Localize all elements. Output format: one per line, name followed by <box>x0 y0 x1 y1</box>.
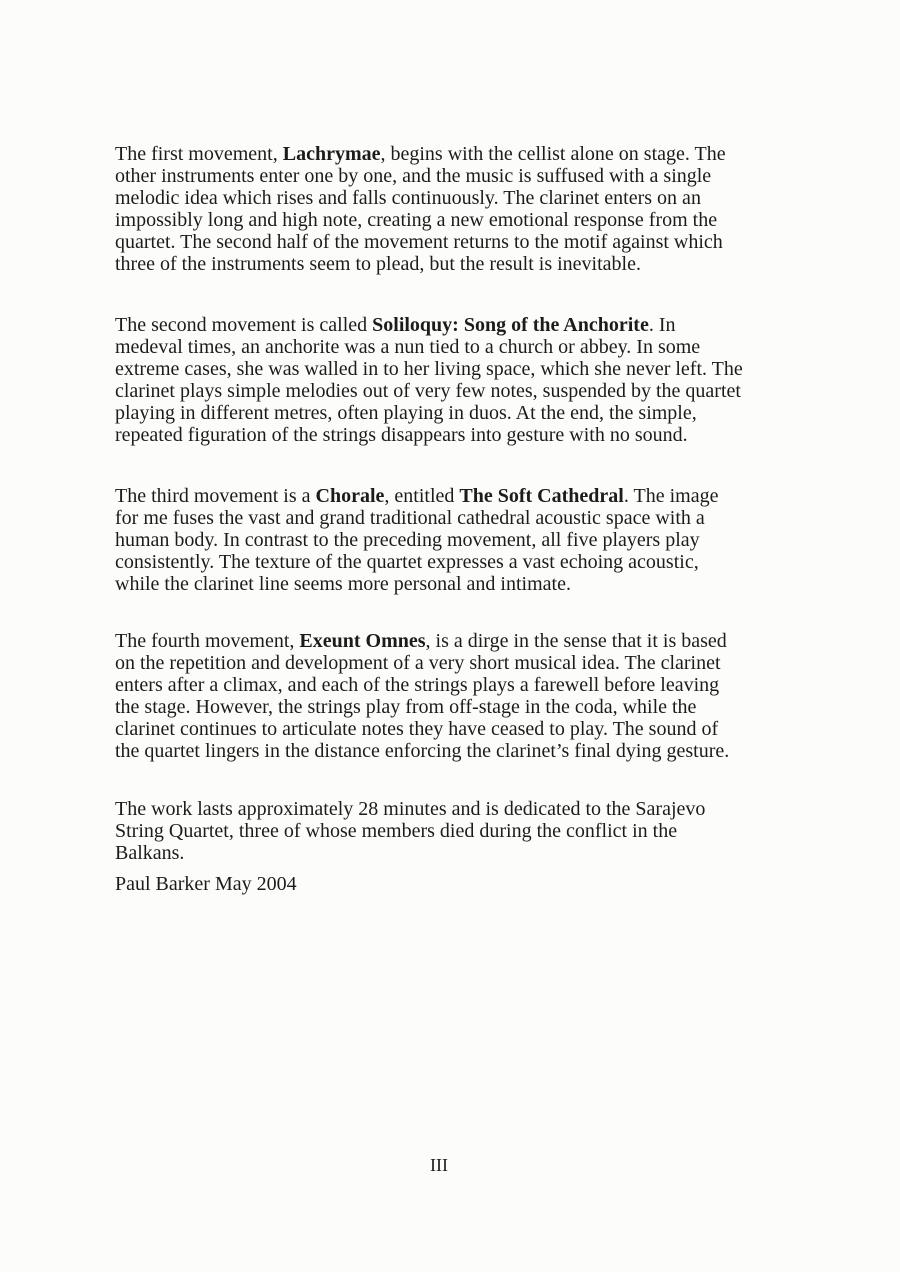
text-line <box>115 573 718 595</box>
text-line <box>115 718 729 740</box>
page-number: III <box>430 1155 448 1175</box>
text-run: quartet. The second half of the movement returns to the motif against which <box>115 231 723 253</box>
text-line <box>115 485 718 507</box>
text-line <box>115 231 726 253</box>
text-line <box>115 842 705 864</box>
text-line <box>115 696 729 718</box>
bold-title: Soliloquy: Song of the Anchorite <box>372 314 649 336</box>
text-line <box>115 529 718 551</box>
text-run: , is a dirge in the sense that it is based <box>425 630 727 652</box>
text-run: Paul Barker May 2004 <box>115 873 297 895</box>
text-run: impossibly long and high note, creating a new emotional response from the <box>115 209 718 231</box>
paragraph-fourth-movement <box>115 630 729 762</box>
text-line <box>115 630 729 652</box>
text-run: other instruments enter one by one, and the music is suffused with a single <box>115 165 712 187</box>
bold-title: Exeunt Omnes <box>299 630 426 652</box>
text-line <box>115 551 718 573</box>
text-run: extreme cases, she was walled in to her living space, which she never left. The <box>115 358 743 380</box>
text-run: the quartet lingers in the distance enforcing the clarinet’s final dying gesture. <box>115 740 730 762</box>
text-line <box>115 507 718 529</box>
text-run: the stage. However, the strings play from off-stage in the coda, while the <box>115 696 697 718</box>
text-line <box>115 187 726 209</box>
text-line <box>115 674 729 696</box>
text-line <box>115 143 726 165</box>
paragraph-second-movement <box>115 314 743 446</box>
text-line <box>115 380 743 402</box>
text-line <box>115 820 705 842</box>
bold-title: Lachrymae <box>282 143 381 165</box>
text-run: while the clarinet line seems more personal and intimate. <box>115 573 571 595</box>
text-run: String Quartet, three of whose members died during the conflict in the <box>115 820 678 842</box>
text-run: Balkans. <box>115 842 185 864</box>
paragraph-dedication <box>115 798 705 864</box>
text-run: human body. In contrast to the preceding movement, all five players play <box>115 529 700 551</box>
text-line <box>115 798 705 820</box>
text-run: clarinet plays simple melodies out of very few notes, suspended by the quartet <box>115 380 741 402</box>
text-line <box>115 253 726 275</box>
text-run: The work lasts approximately 28 minutes and is dedicated to the Sarajevo <box>115 798 706 820</box>
paragraph-first-movement <box>115 143 726 275</box>
text-run: consistently. The texture of the quartet expresses a vast echoing acoustic, <box>115 551 699 573</box>
text-line <box>115 652 729 674</box>
text-line <box>115 165 726 187</box>
text-run: medeval times, an anchorite was a nun tied to a church or abbey. In some <box>115 336 701 358</box>
text-line <box>115 402 743 424</box>
paragraph-third-movement <box>115 485 718 595</box>
text-line <box>115 424 743 446</box>
text-line <box>115 358 743 380</box>
text-run: The third movement is a <box>115 485 316 507</box>
text-run: The fourth movement, <box>115 630 300 652</box>
text-run: melodic idea which rises and falls continuously. The clarinet enters on an <box>115 187 701 209</box>
text-line <box>115 740 729 762</box>
text-run: enters after a climax, and each of the strings plays a farewell before leaving <box>115 674 720 696</box>
text-run: on the repetition and development of a very short musical idea. The clarinet <box>115 652 721 674</box>
signature-line <box>115 873 297 895</box>
bold-title: Chorale <box>315 485 385 507</box>
text-run: clarinet continues to articulate notes they have ceased to play. The sound of <box>115 718 719 740</box>
text-run: playing in different metres, often playing in duos. At the end, the simple, <box>115 402 697 424</box>
text-line <box>115 873 297 895</box>
text-run: . In <box>648 314 676 336</box>
text-run: three of the instruments seem to plead, but the result is inevitable. <box>115 253 641 275</box>
text-run: The second movement is called <box>115 314 373 336</box>
text-run: repeated figuration of the strings disappears into gesture with no sound. <box>115 424 688 446</box>
text-run: , begins with the cellist alone on stage. The <box>380 143 726 165</box>
text-run: The first movement, <box>115 143 283 165</box>
text-run: for me fuses the vast and grand traditional cathedral acoustic space with a <box>115 507 705 529</box>
text-run: . The image <box>623 485 719 507</box>
text-run: , entitled <box>384 485 460 507</box>
bold-title: The Soft Cathedral <box>459 485 624 507</box>
text-line <box>115 314 743 336</box>
text-line <box>115 209 726 231</box>
text-line <box>115 336 743 358</box>
